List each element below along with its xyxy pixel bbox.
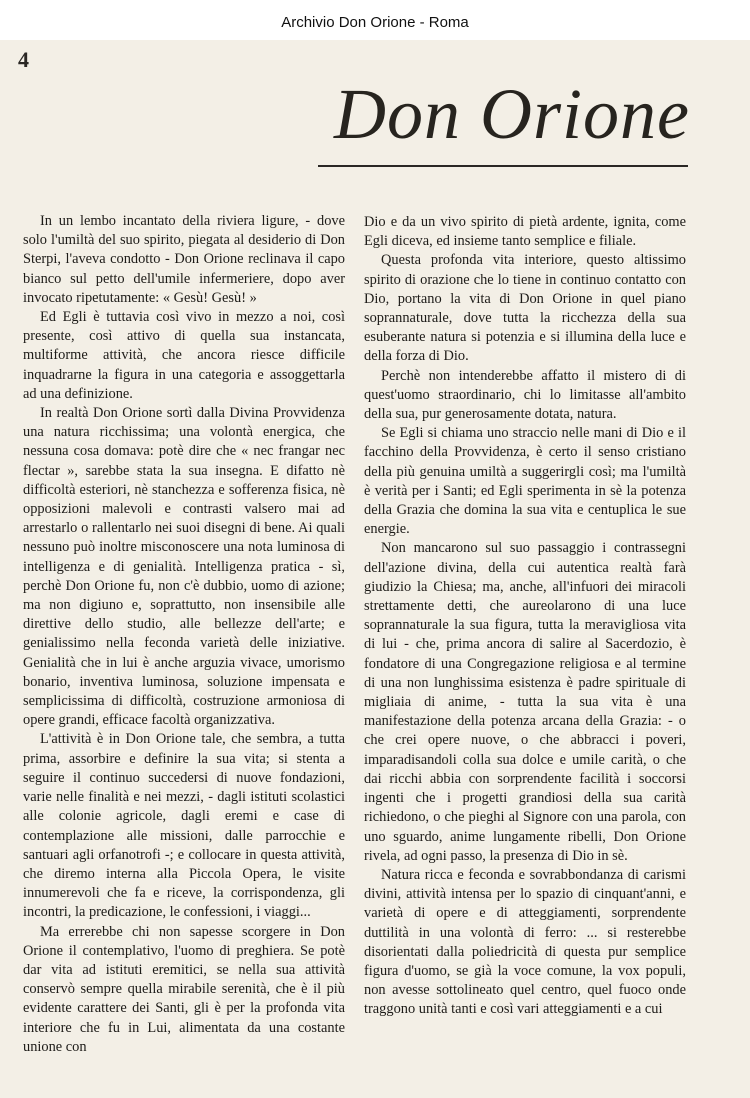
text-column-right: [364, 213, 686, 1020]
page-number: 4: [18, 47, 29, 72]
paragraph: Non mancarono sul suo passaggio i contrassegni dell'azione divina, della cui autentica realtà farà giudizio la Chiesa; ma, anche, all'infuori dei miracoli strettamente detti, che aureolarono di una luce soprannaturale la sua figura, tutta la meravigliosa vita di lui - che, prima ancora di salire al Sacerdozio, è fondatore di una Congregazione religiosa e al termine di una non lunghissima esistenza è padre spirituale di migliaia di anime, - tutta la sua vita è una manifestazione della potenza arcana della Grazia: - o che crei opere nuove, o che abbracci i poveri, imparadisandoli colla sua dolce e umile carità, o che dai ricchi abbia con sorprendente facilità i soccorsi ingenti che i progetti grandiosi della sua carità richiedono, o che pieghi al Signore con una parola, con uno sguardo, anime lungamente ribelli, Don Orione rivela, ad ogni passo, la presenza di Dio in sè.: [364, 540, 686, 864]
paragraph: Questa profonda vita interiore, questo altissimo spirito di orazione che lo tiene in continuo contatto con Dio, portano la vita di Don Orione in quel piano soprannaturale, dove tutta la ricchezza della sua esuberante natura si potenzia e si illumina della luce e della forza di Dio.: [364, 252, 686, 365]
page-title: Don Orione: [334, 74, 690, 154]
archive-header-bar: [0, 0, 750, 40]
paragraph: Ma errerebbe chi non sapesse scorgere in Don Orione il contemplativo, l'uomo di preghiera. Se potè dar vita ad istituti eremitici, se nella sua attività conservò sempre quella mirabile serenità, che è il più evidente carattere dei Santi, gli è per la profonda vita interiore che fu in Lui, alimentata da una costante unione con: [23, 923, 345, 1055]
paragraph: In realtà Don Orione sortì dalla Divina Provvidenza una natura ricchissima; una volontà energica, che nessuna cosa domava: potè dire che « nec frangar nec flectar », sarebbe stata la sua insegna. E difatto nè difficoltà esteriori, nè stanchezza e sofferenza fisica, nè opposizioni malevoli e contrasti valsero mai ad arrestarlo o rallentarlo nei suoi disegni di bene. Ai quali nessuno può inoltre misconoscere una nota luminosa di intelligenza e di genialità. Intelligenza pratica - sì, perchè Don Orione fu, non c'è dubbio, uomo di azione; ma non digiuno e, soprattutto, non insensibile alle direttive dello studio, alle bellezze dell'arte; e genialissimo nella feconda varietà delle iniziative. Genialità che in lui è anche arguzia vivace, umorismo bonario, inventiva luminosa, soluzione impensata e semplicissima di difficoltà, costruzione armoniosa di opere grandi, efficace facoltà organizzativa.: [23, 405, 345, 729]
archive-label: Archivio Don Orione - Roma: [281, 14, 469, 31]
paragraph: Natura ricca e feconda e sovrabbondanza di carismi divini, attività intensa per lo spazio di cinquant'anni, e varietà di opere e di atteggiamenti, sorprendente duttilità in una volontà di ferro: ... si resterebbe disorientati dalla poliedricità di questa pur semplice figura d'uomo, se già la voce comune, la vox populi, non avesse sottolineato quel centro, quel fuoco onde traggono unità tanti e così vari atteggiamenti e a cui: [364, 866, 686, 1018]
paragraph: Perchè non intenderebbe affatto il mistero di di quest'uomo straordinario, chi lo limitasse all'ambito della sua, pur generosamente dotata, natura.: [364, 367, 686, 423]
paragraph: Se Egli si chiama uno straccio nelle mani di Dio e il facchino della Provvidenza, è certo il senso cristiano della più genuina umiltà a suggerirgli così; ma l'umiltà è verità per i Santi; ed Egli sperimenta in sè la potenza della Grazia che domina la sua vita e centuplica le sue energie.: [364, 425, 686, 538]
title-underline: [318, 165, 688, 167]
text-column-left: [23, 212, 345, 1057]
paragraph: L'attività è in Don Orione tale, che sembra, a tutta prima, assorbire e definire la sua vita; si stenta a seguire il continuo succedersi di nuove fondazioni, varie nelle finalità e nei mezzi, - dagli istituti scolastici alle colonie agricole, dagli eremi e case di contemplazione alle missioni, dalle parrocchie e santuari agli orfanotrofi -; e collocare in questa attività, che diremo interna alla Piccola Opera, le visite innumerevoli che fa e riceve, la corrispondenza, gli incontri, la predicazione, le confessioni, i viaggi...: [23, 731, 345, 921]
paragraph: Dio e da un vivo spirito di pietà ardente, ignita, come Egli diceva, ed insieme tanto semplice e filiale.: [364, 214, 686, 250]
paragraph: Ed Egli è tuttavia così vivo in mezzo a noi, così presente, così attivo di quella sua instancata, multiforme attività, che ancora riesce difficile inquadrarne la figura in una categoria e assoggettarla ad una definizione.: [23, 309, 345, 402]
paragraph: In un lembo incantato della riviera ligure, - dove solo l'umiltà del suo spirito, piegata al desiderio di Don Sterpi, l'aveva condotto - Don Orione reclinava il capo bianco sul petto dell'umile infermeriere, dopo aver invocato ripetutamente: « Gesù! Gesù! »: [23, 213, 345, 306]
